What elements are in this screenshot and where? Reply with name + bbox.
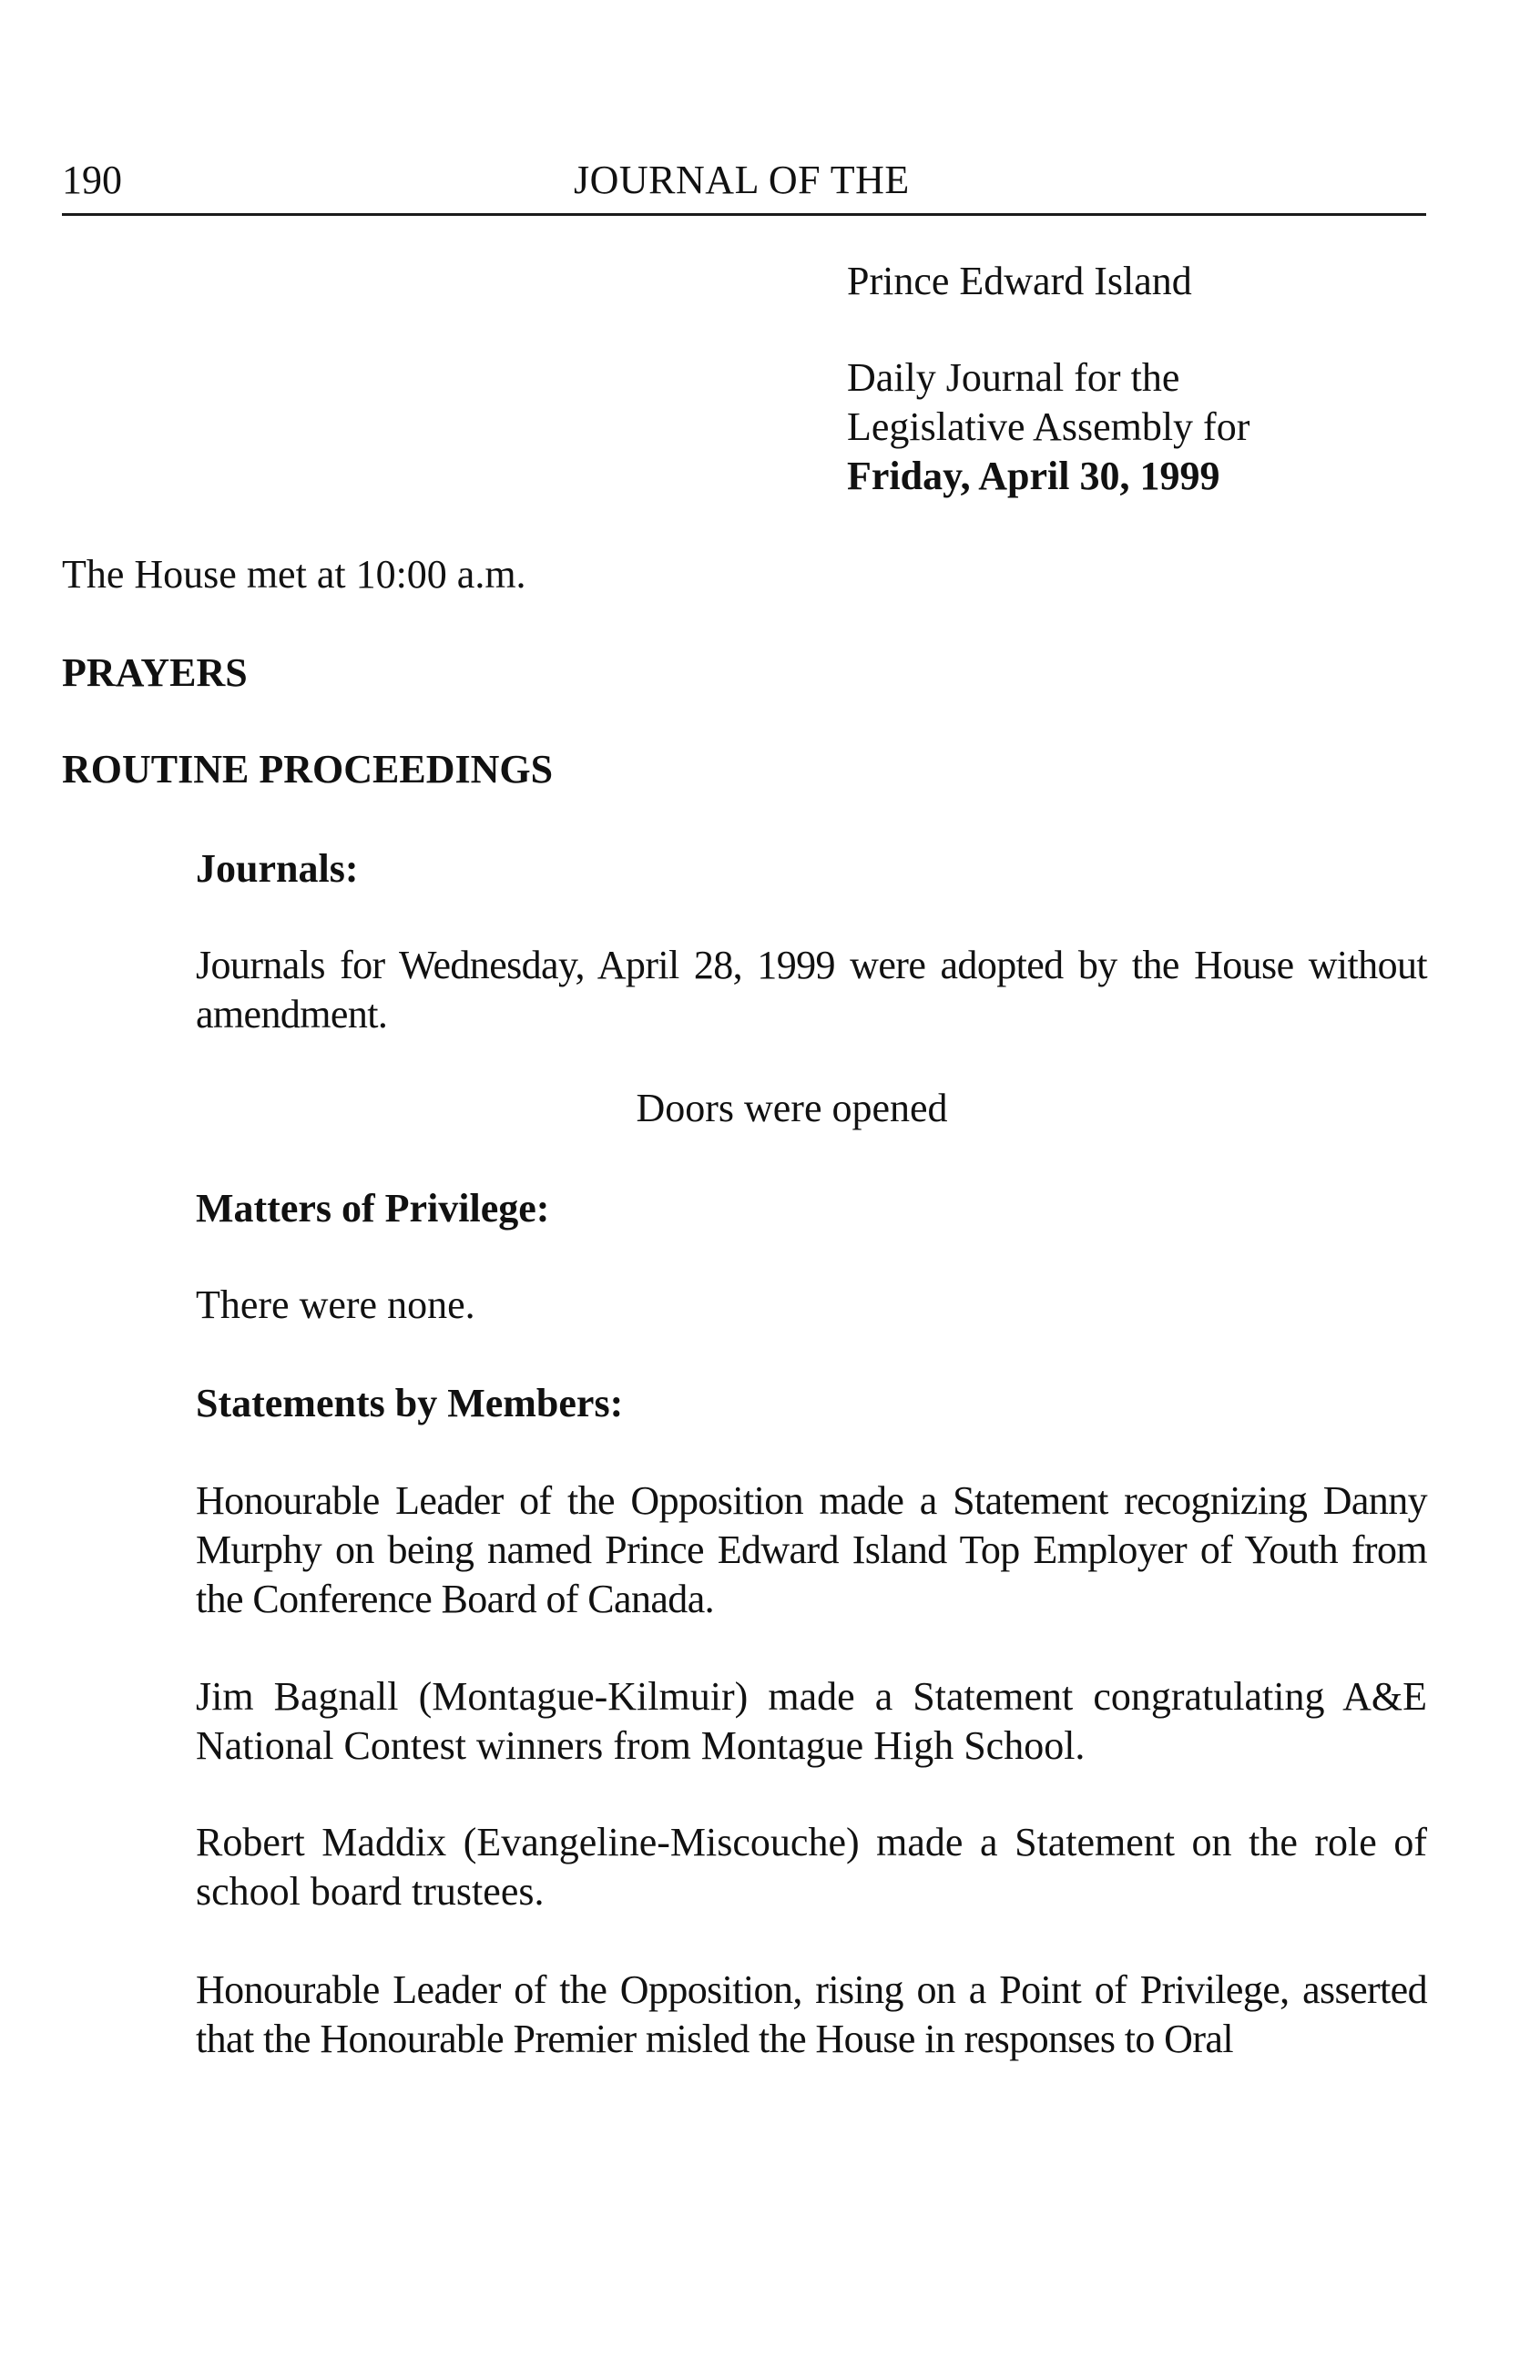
statement-paragraph-4: Honourable Leader of the Opposition, rising on a Point of Privilege, asserted that the Honourable Premier misled the House in responses to Oral (196, 1967, 1427, 2061)
journal-title-line-2: Legislative Assembly for (847, 404, 1250, 449)
statement-paragraph-2: Jim Bagnall (Montague-Kilmuir) made a Statement congratulating A&E National Contest winners from Montague High School. (196, 1674, 1427, 1768)
journals-heading: Journals: (196, 846, 359, 891)
statements-by-members-heading: Statements by Members: (196, 1381, 624, 1425)
page-number: 190 (62, 158, 122, 202)
journal-title-line-1: Daily Journal for the (847, 355, 1180, 400)
province-name: Prince Edward Island (847, 259, 1192, 303)
statement-paragraph-1: Honourable Leader of the Opposition made a Statement recognizing Danny Murphy on being named Prince Edward Island Top Employer of Youth from the Conference Board of Canada. (196, 1478, 1427, 1621)
running-head: JOURNAL OF THE (574, 158, 910, 202)
routine-proceedings-heading: ROUTINE PROCEEDINGS (62, 747, 554, 792)
journals-paragraph: Journals for Wednesday, April 28, 1999 were adopted by the House without amendment. (196, 943, 1427, 1037)
doors-opened-note: Doors were opened (636, 1086, 948, 1130)
matters-of-privilege-heading: Matters of Privilege: (196, 1186, 550, 1231)
privilege-paragraph: There were none. (196, 1282, 475, 1327)
prayers-heading: PRAYERS (62, 650, 248, 695)
page-header (62, 153, 1426, 216)
sitting-date: Friday, April 30, 1999 (847, 454, 1220, 498)
journal-title-block (847, 257, 1249, 501)
house-met-line: The House met at 10:00 a.m. (62, 552, 526, 597)
statement-paragraph-3: Robert Maddix (Evangeline-Miscouche) made a Statement on the role of school board trustees. (196, 1820, 1427, 1914)
